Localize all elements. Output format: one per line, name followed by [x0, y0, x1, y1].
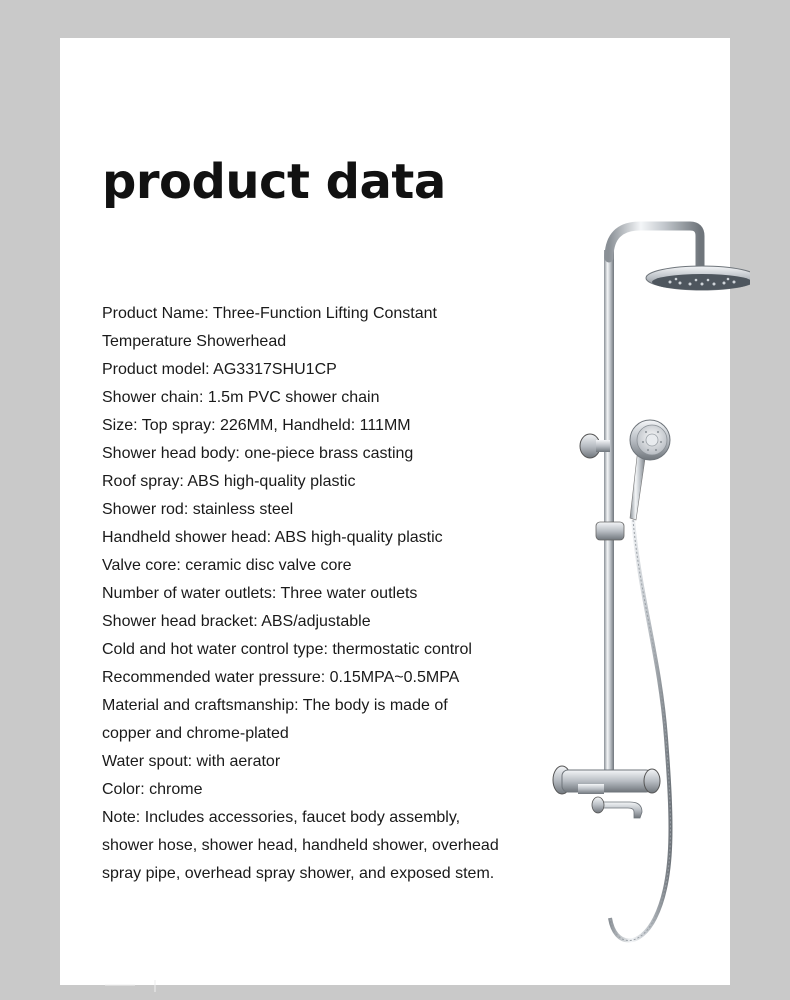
spec-line: Valve core: ceramic disc valve core — [102, 557, 352, 574]
page-title: product data — [102, 154, 446, 210]
spec-line: Water spout: with aerator — [102, 753, 281, 770]
spec-line: Cold and hot water control type: thermostatic control — [102, 641, 472, 658]
spec-line: Product Name: Three-Function Lifting Constant — [102, 305, 437, 322]
spec-line: Temperature Showerhead — [102, 333, 287, 350]
spec-list — [102, 300, 542, 888]
thermostatic-mixer — [553, 766, 660, 794]
shower-system-icon — [490, 178, 750, 968]
spec-line: Recommended water pressure: 0.15MPA~0.5MPA — [102, 669, 460, 686]
shower-hose — [610, 520, 670, 941]
spec-line: Product model: AG3317SHU1CP — [102, 361, 337, 378]
riser-pipe — [604, 250, 614, 780]
product-card — [60, 38, 730, 985]
slide-holder — [596, 522, 624, 540]
spec-line: Roof spray: ABS high-quality plastic — [102, 473, 356, 490]
spec-line: Shower head bracket: ABS/adjustable — [102, 613, 371, 630]
spec-line: shower hose, shower head, handheld shower, overhead — [102, 837, 499, 854]
spec-line: Material and craftsmanship: The body is made of — [102, 697, 448, 714]
faint-marks — [100, 970, 200, 1000]
spec-line: Shower head body: one-piece brass casting — [102, 445, 414, 462]
tub-spout — [592, 797, 642, 818]
spec-line: spray pipe, overhead spray shower, and exposed stem. — [102, 865, 495, 882]
spec-line: copper and chrome-plated — [102, 725, 289, 742]
spec-line: Note: Includes accessories, faucet body assembly, — [102, 809, 461, 826]
overhead-shower-head — [646, 266, 750, 290]
overhead-arm — [609, 226, 700, 268]
spec-line: Size: Top spray: 226MM, Handheld: 111MM — [102, 417, 411, 434]
spec-line: Handheld shower head: ABS high-quality plastic — [102, 529, 443, 546]
spec-line: Color: chrome — [102, 781, 203, 798]
spec-line: Shower chain: 1.5m PVC shower chain — [102, 389, 380, 406]
handheld-shower — [630, 420, 670, 520]
spec-line: Number of water outlets: Three water outlets — [102, 585, 418, 602]
spec-line: Shower rod: stainless steel — [102, 501, 294, 518]
